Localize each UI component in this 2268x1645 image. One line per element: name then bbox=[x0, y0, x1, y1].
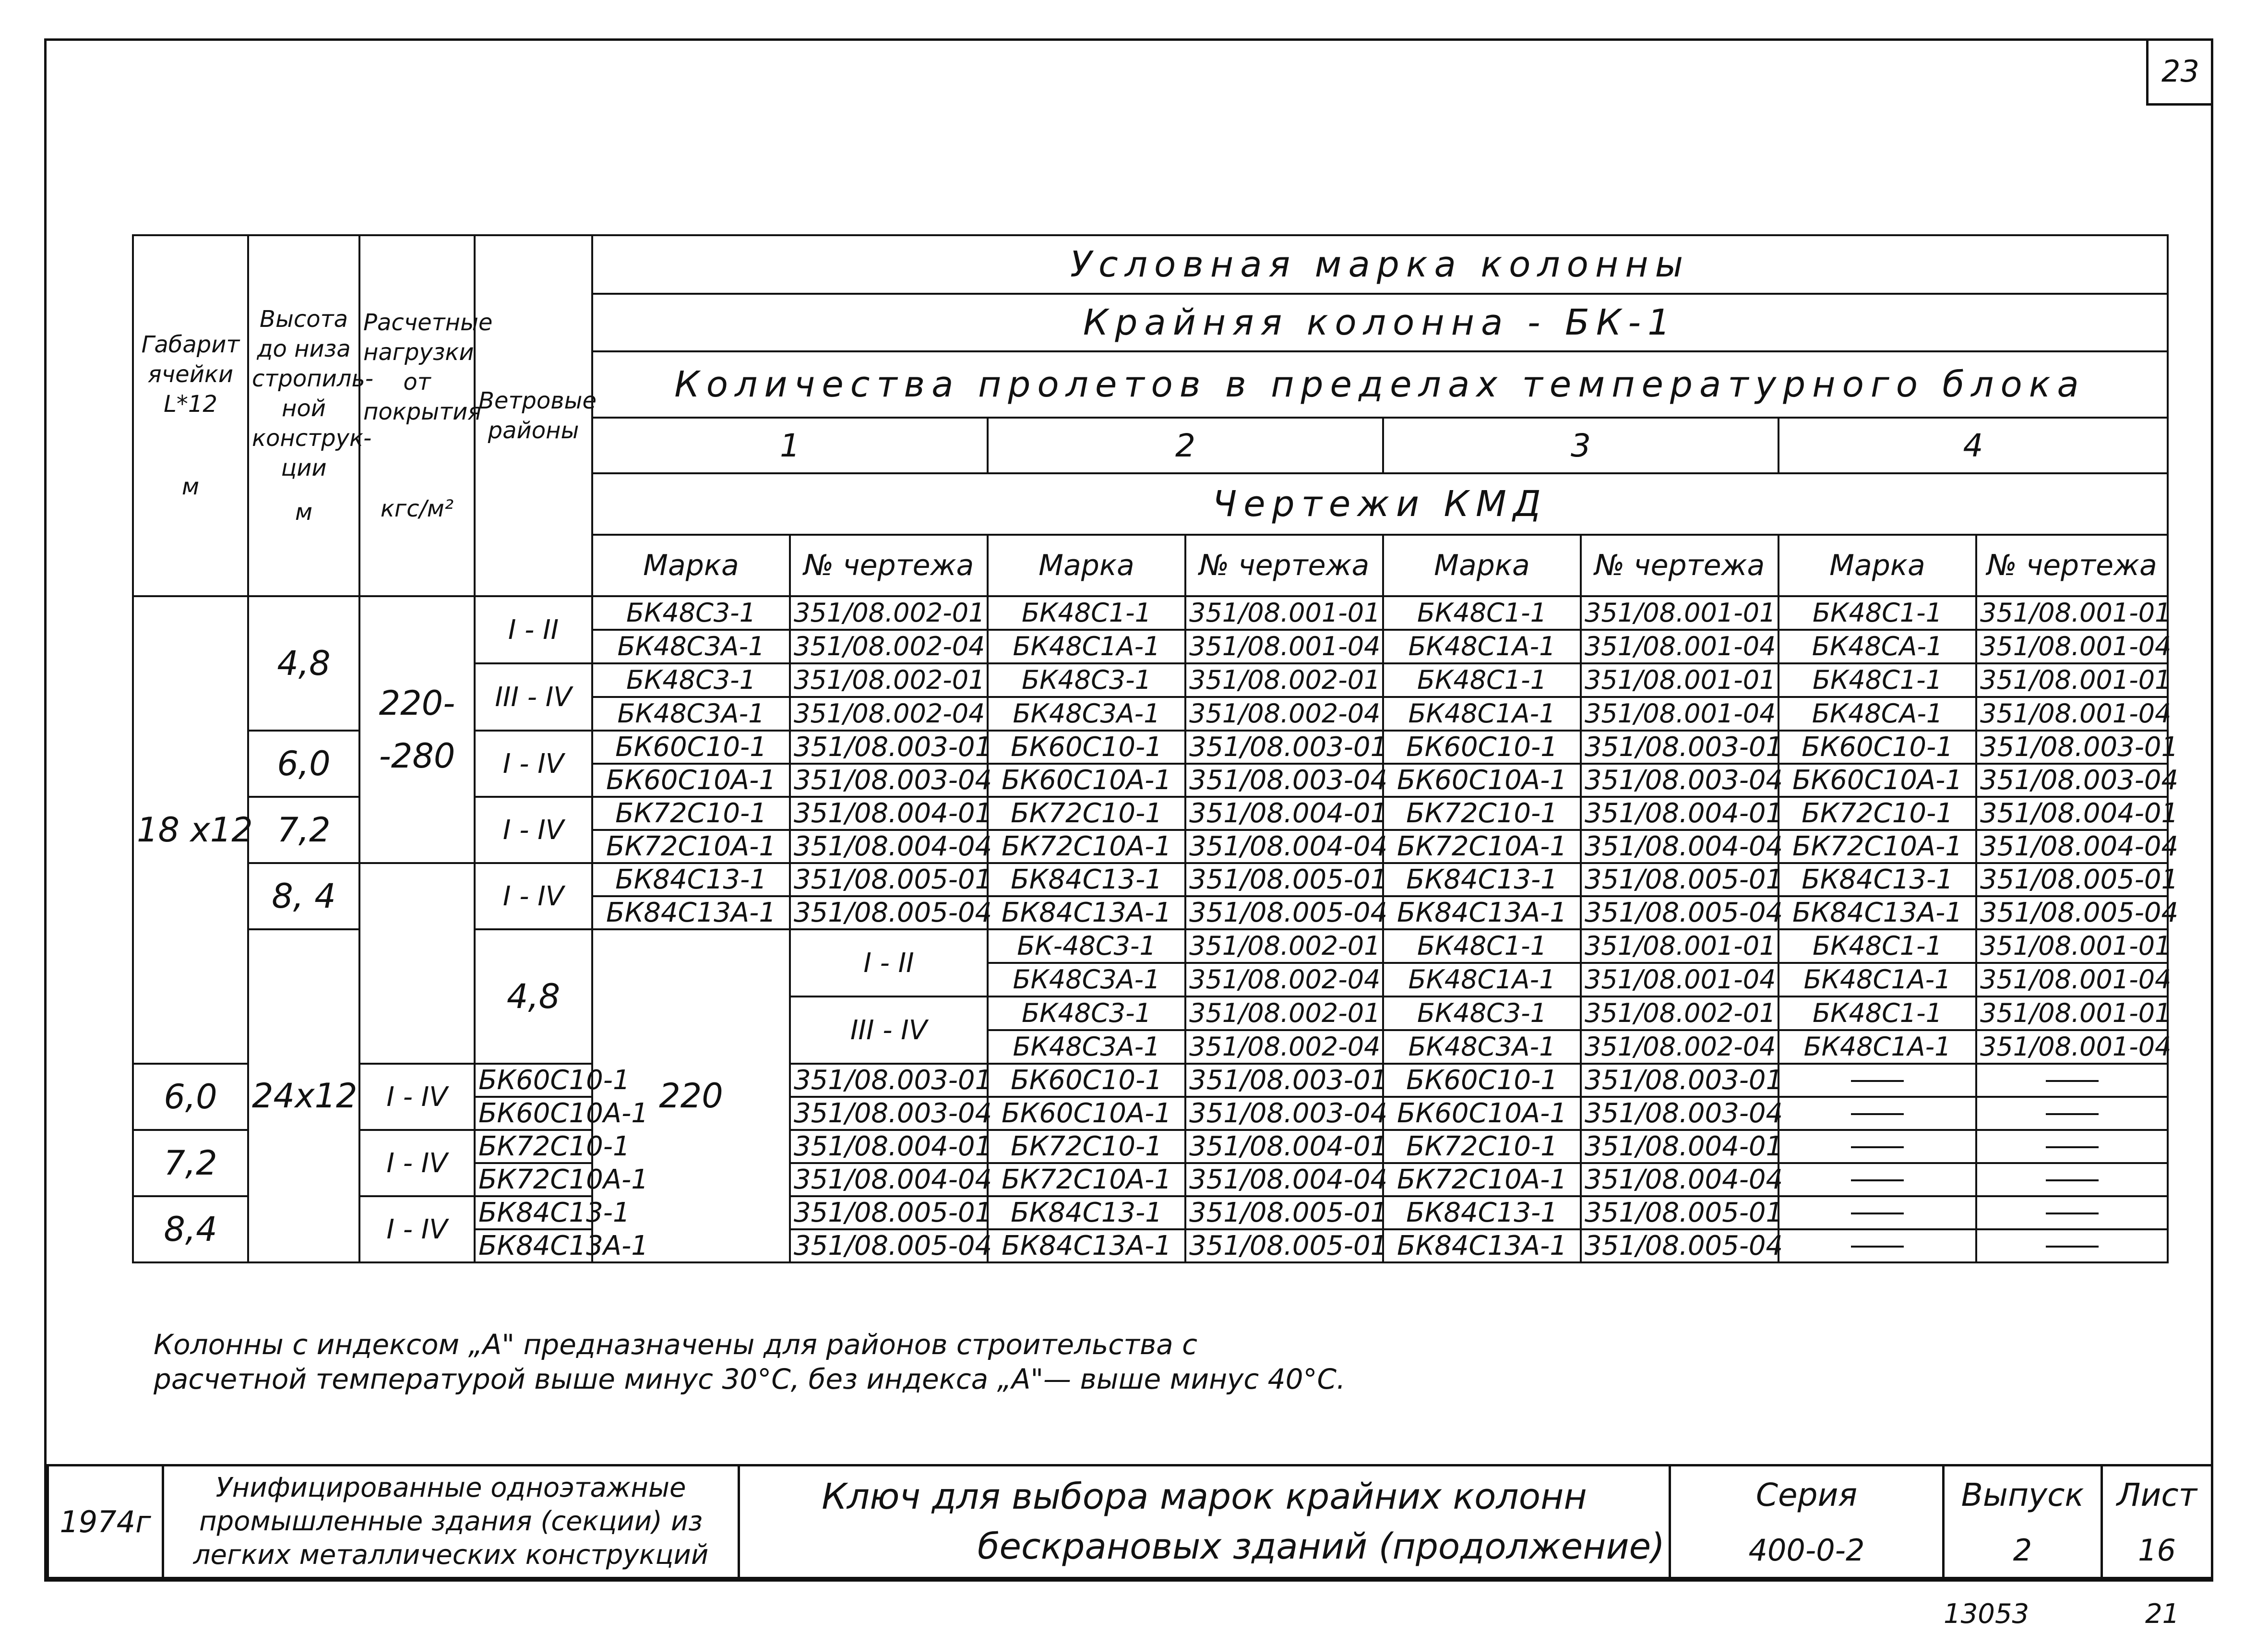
wind-region: I - II bbox=[475, 596, 592, 663]
table-cell: БК48С1А-1 bbox=[988, 630, 1185, 663]
group-load: 220 bbox=[592, 929, 790, 1262]
table-cell: БК72С10А-1 bbox=[1383, 830, 1581, 863]
table-cell: 351/08.001-04 bbox=[1581, 963, 1779, 997]
table-cell: БК48С1-1 bbox=[1383, 663, 1581, 697]
header-drawing: № чертежа bbox=[1976, 535, 2168, 596]
table-cell: 351/08.002-04 bbox=[790, 630, 988, 663]
header-drawing: № чертежа bbox=[1581, 535, 1779, 596]
table-cell: 351/08.004-01 bbox=[1185, 797, 1383, 830]
table-cell: БК48С1-1 bbox=[988, 596, 1185, 630]
table-cell: БК48С3А-1 bbox=[988, 1030, 1185, 1064]
header-spans-caption: Количества пролетов в пределах температурного блока bbox=[592, 351, 2168, 418]
table-cell: БК60С10-1 bbox=[1383, 731, 1581, 764]
group-height: 4,8 bbox=[248, 596, 359, 731]
table-cell: 351/08.001-04 bbox=[1976, 963, 2168, 997]
footnote-line: Колонны с индексом „А" предназначены для районов строительства с bbox=[154, 1328, 1198, 1361]
group-height: 4,8 bbox=[475, 929, 592, 1064]
table-cell: 351/08.004-04 bbox=[790, 830, 988, 863]
table-cell: 351/08.001-01 bbox=[1976, 663, 2168, 697]
table-cell: БК84С13А-1 bbox=[1383, 1229, 1581, 1262]
table-cell: БК84С13-1 bbox=[1779, 863, 1976, 896]
table-cell: 351/08.005-01 bbox=[1976, 863, 2168, 896]
series-label: Серия bbox=[1670, 1465, 1944, 1524]
table-cell: БК72С10А-1 bbox=[988, 1163, 1185, 1196]
table-cell: 351/08.001-04 bbox=[1581, 630, 1779, 663]
empty-cell-dash bbox=[1976, 1196, 2168, 1229]
table-cell: 351/08.002-01 bbox=[1185, 663, 1383, 697]
table-cell: БК72С10-1 bbox=[988, 797, 1185, 830]
table-cell: 351/08.003-04 bbox=[1581, 1097, 1779, 1130]
table-cell: БК60С10-1 bbox=[475, 1064, 592, 1097]
table-cell: БК72С10А-1 bbox=[592, 830, 790, 863]
table-cell: БК72С10-1 bbox=[1383, 1130, 1581, 1163]
table-cell: 351/08.001-04 bbox=[1976, 697, 2168, 731]
table-cell: БК60С10А-1 bbox=[988, 1097, 1185, 1130]
empty-cell-dash bbox=[1976, 1229, 2168, 1262]
empty-cell-dash bbox=[1976, 1163, 2168, 1196]
table-cell: БК84С13А-1 bbox=[592, 896, 790, 929]
header-span-2: 2 bbox=[988, 418, 1383, 473]
table-cell: 351/08.001-01 bbox=[1976, 596, 2168, 630]
wind-region: I - II bbox=[790, 929, 988, 997]
table-cell: 351/08.005-01 bbox=[1185, 863, 1383, 896]
table-cell: БК84С13-1 bbox=[1383, 863, 1581, 896]
footnote bbox=[154, 1327, 1345, 1396]
table-cell: БК48С3А-1 bbox=[988, 697, 1185, 731]
table-cell: БК48С3-1 bbox=[592, 663, 790, 697]
table-cell: БК48С1-1 bbox=[1779, 596, 1976, 630]
header-mark: Марка bbox=[1383, 535, 1581, 596]
table-cell: БК72С10-1 bbox=[1383, 797, 1581, 830]
group-load-empty bbox=[359, 863, 475, 1064]
group-height: 7,2 bbox=[248, 797, 359, 863]
table-cell: 351/08.005-04 bbox=[790, 896, 988, 929]
table-cell: 351/08.003-04 bbox=[790, 764, 988, 797]
table-cell: БК60С10А-1 bbox=[592, 764, 790, 797]
wind-region: III - IV bbox=[790, 997, 988, 1064]
wind-region: I - IV bbox=[359, 1064, 475, 1130]
group-height: 8,4 bbox=[133, 1196, 248, 1262]
group-dims: 24x12 bbox=[248, 929, 359, 1262]
table-cell: 351/08.005-04 bbox=[1581, 896, 1779, 929]
column-selection-table bbox=[132, 234, 2179, 1263]
table-cell: 351/08.004-04 bbox=[1185, 830, 1383, 863]
table-cell: 351/08.002-01 bbox=[790, 596, 988, 630]
table-cell: 351/08.001-04 bbox=[1976, 1030, 2168, 1064]
table-cell: 351/08.001-01 bbox=[1976, 997, 2168, 1030]
table-cell: БК60С10-1 bbox=[1383, 1064, 1581, 1097]
issue-label: Выпуск bbox=[1944, 1465, 2102, 1524]
empty-cell-dash bbox=[1779, 1130, 1976, 1163]
archive-code: 13053 bbox=[1944, 1598, 2029, 1630]
wind-region: I - IV bbox=[475, 863, 592, 929]
table-cell: 351/08.005-04 bbox=[1976, 896, 2168, 929]
table-cell: 351/08.004-01 bbox=[1581, 1130, 1779, 1163]
table-cell: БК48СА-1 bbox=[1779, 630, 1976, 663]
table-cell: БК48С1А-1 bbox=[1779, 963, 1976, 997]
table-cell: 351/08.003-04 bbox=[1581, 764, 1779, 797]
table-cell: БК48С3А-1 bbox=[592, 697, 790, 731]
table-cell: БК48С1А-1 bbox=[1383, 697, 1581, 731]
issue-value: 2 bbox=[1944, 1523, 2102, 1578]
table-cell: БК60С10А-1 bbox=[988, 764, 1185, 797]
table-cell: 351/08.005-01 bbox=[1581, 1196, 1779, 1229]
table-cell: БК48С3-1 bbox=[988, 663, 1185, 697]
table-cell: 351/08.004-01 bbox=[790, 1130, 988, 1163]
table-cell: БК84С13-1 bbox=[1383, 1196, 1581, 1229]
table-cell: 351/08.004-04 bbox=[1581, 830, 1779, 863]
table-cell: 351/08.002-04 bbox=[1185, 697, 1383, 731]
table-cell: 351/08.005-01 bbox=[790, 863, 988, 896]
table-cell: БК72С10А-1 bbox=[1383, 1163, 1581, 1196]
header-span-4: 4 bbox=[1779, 418, 2168, 473]
header-mark: Марка bbox=[592, 535, 790, 596]
table-cell: БК60С10-1 bbox=[988, 1064, 1185, 1097]
table-cell: БК60С10А-1 bbox=[1383, 1097, 1581, 1130]
table-cell: БК60С10А-1 bbox=[1383, 764, 1581, 797]
table-cell: 351/08.004-04 bbox=[1581, 1163, 1779, 1196]
empty-cell-dash bbox=[1779, 1097, 1976, 1130]
table-cell: БК48С1-1 bbox=[1779, 929, 1976, 963]
table-cell: 351/08.003-04 bbox=[1976, 764, 2168, 797]
empty-cell-dash bbox=[1779, 1196, 1976, 1229]
table-cell: БК60С10-1 bbox=[1779, 731, 1976, 764]
table-cell: БК48С3А-1 bbox=[988, 963, 1185, 997]
header-column-type: Крайняя колонна - БК-1 bbox=[592, 294, 2168, 351]
table-cell: 351/08.001-01 bbox=[1185, 596, 1383, 630]
table-cell: 351/08.001-01 bbox=[1581, 596, 1779, 630]
table-cell: БК84С13-1 bbox=[988, 863, 1185, 896]
table-cell: 351/08.001-01 bbox=[1581, 929, 1779, 963]
table-cell: БК48С1-1 bbox=[1779, 663, 1976, 697]
table-cell: БК48С1А-1 bbox=[1383, 630, 1581, 663]
table-cell: БК48С3А-1 bbox=[592, 630, 790, 663]
header-col-dims: Габарит ячейки L*12 м bbox=[133, 235, 248, 596]
group-height: 6,0 bbox=[133, 1064, 248, 1130]
group-height: 8, 4 bbox=[248, 863, 359, 929]
wind-region: I - IV bbox=[475, 797, 592, 863]
wind-region: I - IV bbox=[475, 731, 592, 797]
table-cell: 351/08.005-04 bbox=[1185, 896, 1383, 929]
empty-cell-dash bbox=[1976, 1130, 2168, 1163]
table-cell: БК48СА-1 bbox=[1779, 697, 1976, 731]
table-cell: 351/08.004-01 bbox=[1581, 797, 1779, 830]
drawing-title-line: бескрановых зданий (продолжение) bbox=[977, 1526, 1665, 1567]
table-cell: БК72С10А-1 bbox=[988, 830, 1185, 863]
header-span-1: 1 bbox=[592, 418, 988, 473]
table-cell: 351/08.005-04 bbox=[1581, 1229, 1779, 1262]
table-cell: 351/08.004-04 bbox=[1976, 830, 2168, 863]
table-cell: БК84С13А-1 bbox=[1779, 896, 1976, 929]
table-cell: 351/08.003-01 bbox=[1976, 731, 2168, 764]
group-dims: 18 x12 bbox=[133, 596, 248, 1064]
title-organization: Унифицированные одноэтажные промышленные здания (секции) из легких металлических конструкций bbox=[163, 1465, 739, 1578]
table-cell: 351/08.004-01 bbox=[1185, 1130, 1383, 1163]
table-cell: БК72С10-1 bbox=[592, 797, 790, 830]
table-cell: БК84С13-1 bbox=[475, 1196, 592, 1229]
wind-region: I - IV bbox=[359, 1130, 475, 1196]
table-cell: 351/08.005-04 bbox=[790, 1229, 988, 1262]
table-cell: БК84С13-1 bbox=[988, 1196, 1185, 1229]
header-span-3: 3 bbox=[1383, 418, 1779, 473]
empty-cell-dash bbox=[1976, 1097, 2168, 1130]
wind-region: III - IV bbox=[475, 663, 592, 731]
table-cell: 351/08.002-04 bbox=[790, 697, 988, 731]
table-cell: 351/08.004-01 bbox=[790, 797, 988, 830]
table-cell: БК60С10А-1 bbox=[475, 1097, 592, 1130]
table-cell: 351/08.002-01 bbox=[1581, 997, 1779, 1030]
table-cell: 351/08.002-04 bbox=[1185, 1030, 1383, 1064]
table-cell: 351/08.002-01 bbox=[790, 663, 988, 697]
group-height: 6,0 bbox=[248, 731, 359, 797]
table-cell: БК48С3-1 bbox=[1383, 997, 1581, 1030]
empty-cell-dash bbox=[1779, 1229, 1976, 1262]
wind-region: I - IV bbox=[359, 1196, 475, 1262]
table-cell: 351/08.003-04 bbox=[1185, 1097, 1383, 1130]
empty-cell-dash bbox=[1779, 1064, 1976, 1097]
table-cell: 351/08.005-01 bbox=[1185, 1229, 1383, 1262]
table-cell: 351/08.003-04 bbox=[1185, 764, 1383, 797]
table-cell: 351/08.003-01 bbox=[790, 1064, 988, 1097]
header-drawing: № чертежа bbox=[790, 535, 988, 596]
sheet-label: Лист bbox=[2102, 1465, 2212, 1524]
table-cell: БК84С13-1 bbox=[592, 863, 790, 896]
group-load: 220- -280 bbox=[359, 596, 475, 863]
table-cell: БК72С10-1 bbox=[988, 1130, 1185, 1163]
empty-cell-dash bbox=[1976, 1064, 2168, 1097]
table-cell: БК48С1-1 bbox=[1383, 929, 1581, 963]
title-year: 1974г bbox=[48, 1465, 163, 1578]
table-cell: 351/08.002-04 bbox=[1185, 963, 1383, 997]
header-col-height: Высота до низа стропиль-ной конструк-ции м bbox=[248, 235, 359, 596]
table-cell: БК60С10-1 bbox=[592, 731, 790, 764]
table-cell: БК48С3-1 bbox=[592, 596, 790, 630]
drawing-title bbox=[739, 1465, 1670, 1578]
table-cell: БК84С13А-1 bbox=[988, 896, 1185, 929]
table-cell: 351/08.004-01 bbox=[1976, 797, 2168, 830]
footnote-line: расчетной температурой выше минус 30°С, без индекса „А"— выше минус 40°С. bbox=[154, 1363, 1346, 1395]
title-block bbox=[47, 1464, 2213, 1579]
header-kmd-caption: Чертежи КМД bbox=[592, 473, 2168, 535]
table-cell: 351/08.001-01 bbox=[1976, 929, 2168, 963]
table-cell: 351/08.003-01 bbox=[790, 731, 988, 764]
page-number: 23 bbox=[2146, 39, 2212, 106]
table-cell: БК48С1-1 bbox=[1383, 596, 1581, 630]
table-cell: 351/08.002-04 bbox=[1581, 1030, 1779, 1064]
table-cell: 351/08.004-04 bbox=[790, 1163, 988, 1196]
header-mark: Марка bbox=[1779, 535, 1976, 596]
header-drawing: № чертежа bbox=[1185, 535, 1383, 596]
header-mark: Марка bbox=[988, 535, 1185, 596]
header-col-load: Расчетные нагрузки от покрытия кгс/м² bbox=[359, 235, 475, 596]
table-cell: БК48С1-1 bbox=[1779, 997, 1976, 1030]
archive-code-suffix: 21 bbox=[2145, 1598, 2180, 1630]
table-cell: БК60С10-1 bbox=[988, 731, 1185, 764]
table-cell: 351/08.003-04 bbox=[790, 1097, 988, 1130]
table-cell: БК-48С3-1 bbox=[988, 929, 1185, 963]
sheet-value: 16 bbox=[2102, 1523, 2212, 1578]
table-cell: БК72С10А-1 bbox=[1779, 830, 1976, 863]
table-cell: 351/08.002-01 bbox=[1185, 997, 1383, 1030]
table-cell: БК48С3-1 bbox=[988, 997, 1185, 1030]
table-cell: 351/08.003-01 bbox=[1185, 731, 1383, 764]
table-cell: БК84С13А-1 bbox=[988, 1229, 1185, 1262]
table-cell: БК84С13А-1 bbox=[475, 1229, 592, 1262]
table-cell: 351/08.004-04 bbox=[1185, 1163, 1383, 1196]
table-cell: БК48С1А-1 bbox=[1383, 963, 1581, 997]
table-cell: 351/08.001-04 bbox=[1581, 697, 1779, 731]
table-cell: 351/08.003-01 bbox=[1185, 1064, 1383, 1097]
table-cell: БК72С10А-1 bbox=[475, 1163, 592, 1196]
table-cell: 351/08.002-01 bbox=[1185, 929, 1383, 963]
header-col-wind: Ветровые районы bbox=[475, 235, 592, 596]
table-cell: БК48С1А-1 bbox=[1779, 1030, 1976, 1064]
table-cell: 351/08.003-01 bbox=[1581, 1064, 1779, 1097]
table-cell: БК84С13А-1 bbox=[1383, 896, 1581, 929]
table-cell: 351/08.001-04 bbox=[1185, 630, 1383, 663]
table-cell: БК72С10-1 bbox=[1779, 797, 1976, 830]
table-cell: 351/08.003-01 bbox=[1581, 731, 1779, 764]
table-cell: 351/08.001-01 bbox=[1581, 663, 1779, 697]
drawing-title-line: Ключ для выбора марок крайних колонн bbox=[822, 1476, 1587, 1517]
empty-cell-dash bbox=[1779, 1163, 1976, 1196]
table-cell: БК48С3А-1 bbox=[1383, 1030, 1581, 1064]
group-height: 7,2 bbox=[133, 1130, 248, 1196]
table-cell: БК72С10-1 bbox=[475, 1130, 592, 1163]
series-value: 400-0-2 bbox=[1670, 1523, 1944, 1578]
table-cell: 351/08.005-01 bbox=[1581, 863, 1779, 896]
table-cell: 351/08.005-01 bbox=[790, 1196, 988, 1229]
table-cell: БК60С10А-1 bbox=[1779, 764, 1976, 797]
table-cell: 351/08.005-01 bbox=[1185, 1196, 1383, 1229]
header-conditional-mark: Условная марка колонны bbox=[592, 235, 2168, 294]
table-cell: 351/08.001-04 bbox=[1976, 630, 2168, 663]
